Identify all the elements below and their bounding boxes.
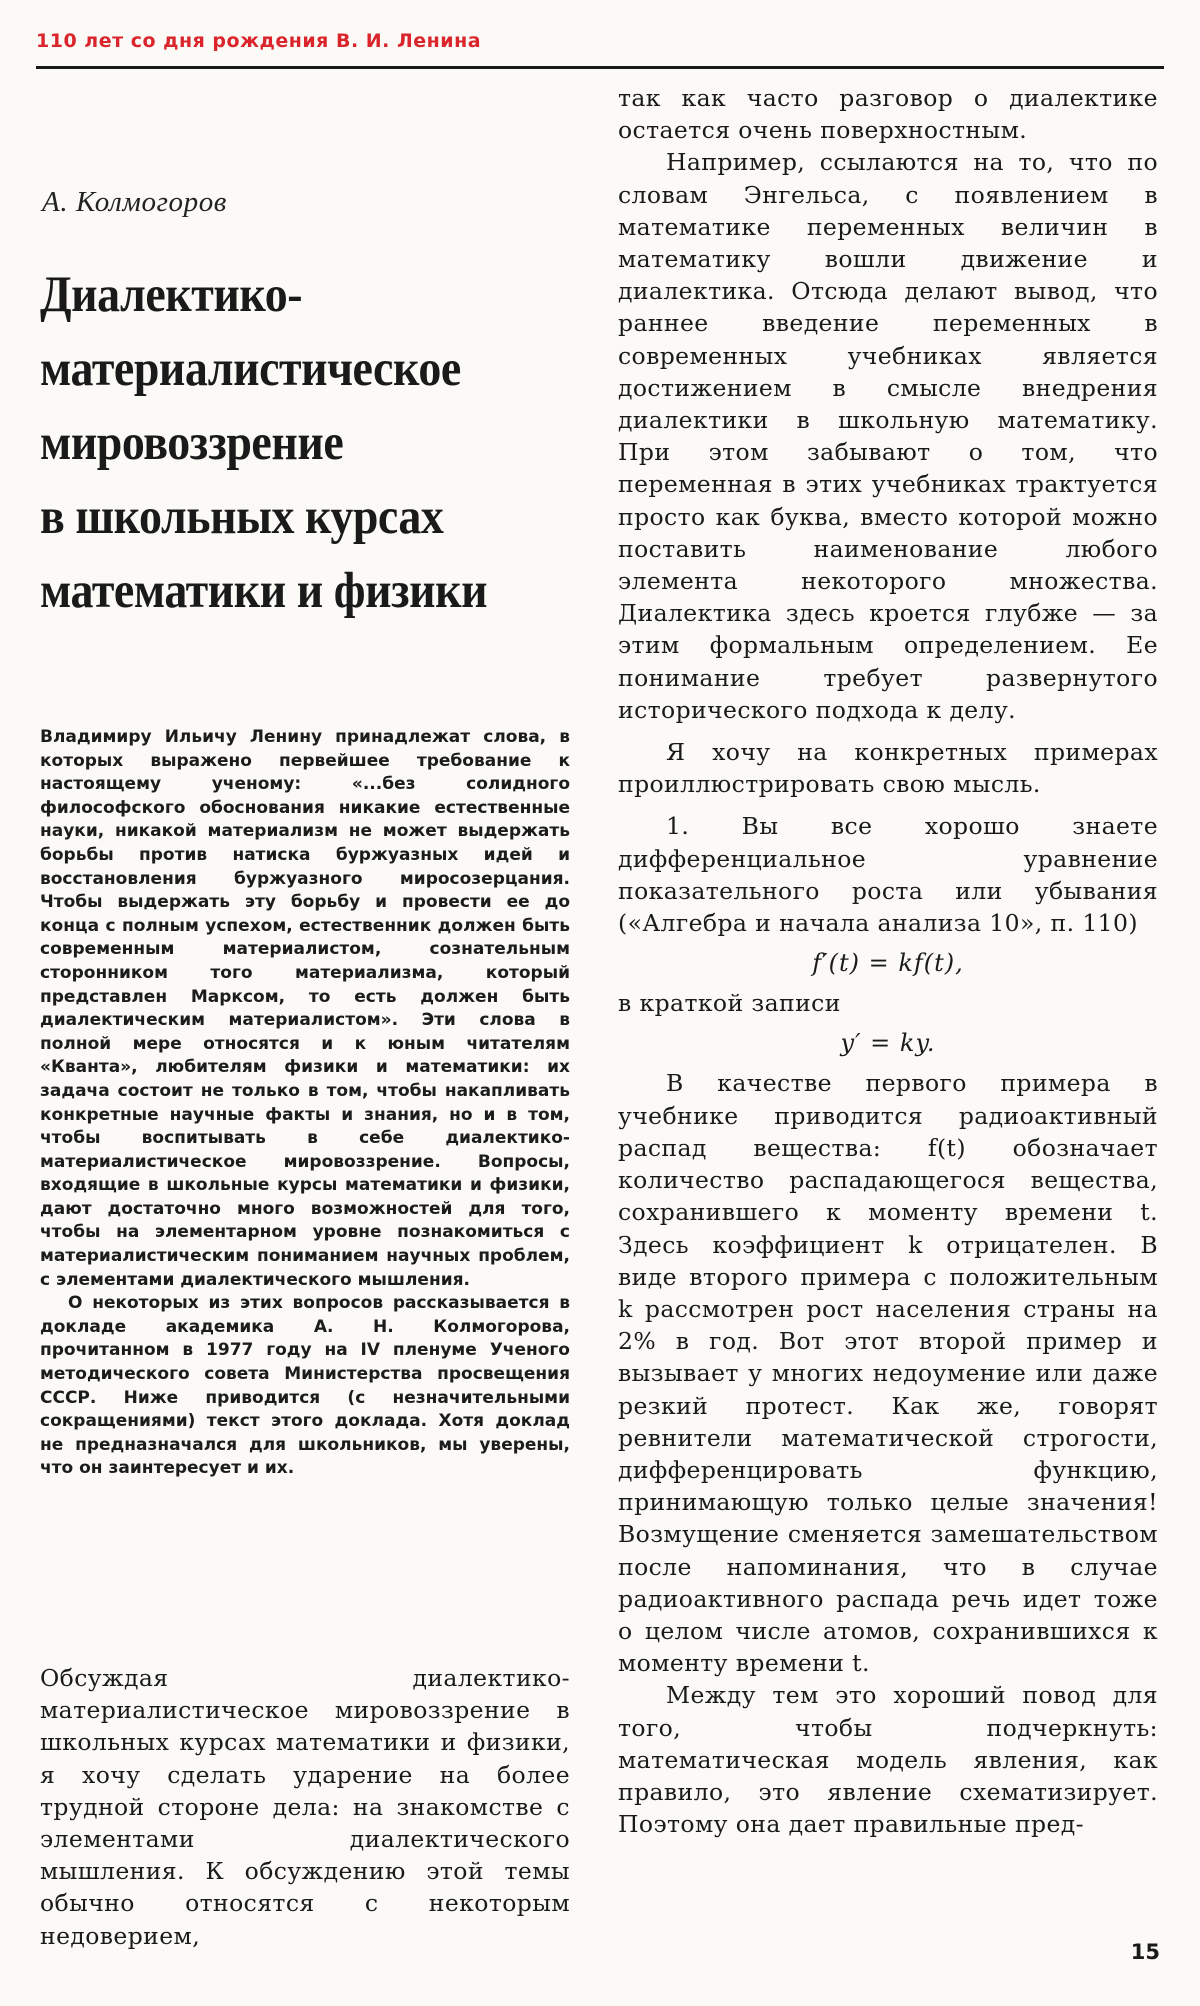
body-paragraph: так как часто разговор о диалектике остается очень поверхностным. (618, 84, 1158, 145)
article-author: А. Колмогоров (42, 186, 228, 218)
right-column (618, 82, 1158, 1962)
formula-differential-equation: f′(t) = kf(t), (812, 949, 964, 978)
page-number: 15 (1130, 1940, 1160, 1964)
body-paragraph: Например, ссылаются на то, что по словам Энгельса, с появлением в математике переменных величин в математику вошли движение и диалектика. Отсюда делают вывод, что раннее введение переменных в современных учебниках является достижением в смысле внедрения диалектики в школьную математику. При этом забывают о том, что переменная в этих учебниках трактуется просто как буква, вместо которой можно поставить наименование любого элемента некоторого множества. Диалектика здесь кроется глубже — за этим формальным определением. Ее понимание требует развернутого исторического подхода к делу. (618, 148, 1158, 724)
editorial-lead (40, 726, 570, 1481)
lead-paragraph: О некоторых из этих вопросов рассказывается в докладе академика А. Н. Колмогорова, прочитанном в 1977 году на IV пленуме Ученого методического совета Министерства просвещения СССР. Ниже приводится (с незначительными сокращениями) текст этого доклада. Хотя доклад не предназначался для школьников, мы уверены, что он заинтересует и их. (40, 1293, 570, 1479)
lead-paragraph: Владимиру Ильичу Ленину принадлежат слова, в которых выражено первейшее требование к настоящему ученому: «...без солидного философского обоснования никакие естественные науки, никакой материализм не может выдержать борьбы против натиска буржуазных идей и восстановления буржуазного миросозерцания. Чтобы выдержать эту борьбу и провести ее до конца с полным успехом, естественник должен быть современным материалистом, сознательным сторонником того материализма, который представлен Марксом, то есть должен быть диалектическим материалистом». Эти слова в полной мере относятся и к юным читателям «Кванта», любителям физики и математики: их задача состоит не только в том, чтобы накапливать конкретные научные факты и знания, но и в том, чтобы воспитывать в себе диалектико-материалистическое мировоззрение. Вопросы, входящие в школьные курсы математики и физики, дают достаточно много возможностей для того, чтобы на элементарном уровне познакомиться с материалистическим пониманием научных проблем, с элементами диалектического мышления. (40, 727, 570, 1290)
article-title (40, 258, 517, 628)
header-rule (36, 66, 1164, 69)
formula-short-form: y′ = ky. (840, 1029, 936, 1058)
title-line: Диалектико- (40, 267, 303, 323)
body-paragraph: Обсуждая диалектико-материалистическое мировоззрение в школьных курсах математики и физики, я хочу сделать ударение на более трудной стороне дела: на знакомстве с элементами диалектического мышления. К обсуждению этой темы обычно относятся с некоторым недоверием, (40, 1664, 570, 1950)
body-text-left (40, 1662, 570, 1952)
body-paragraph: 1. Вы все хорошо знаете дифференциальное уравнение показательного роста или убывания («Алгебра и начала анализа 10», п. 110) (618, 812, 1158, 938)
title-line: мировоззрение (40, 415, 344, 471)
title-line: математики и физики (40, 563, 488, 619)
title-line: материалистическое (40, 341, 461, 397)
left-column (40, 78, 570, 1958)
body-paragraph: Я хочу на конкретных примерах проиллюстрировать свою мысль. (618, 738, 1158, 799)
body-paragraph: В качестве первого примера в учебнике приводится радиоактивный распад вещества: f(t) обозначает количество распадающегося вещества, сохранившего к моменту времени t. Здесь коэффициент k отрицателен. В виде второго примера с положительным k рассмотрен рост населения страны на 2% в год. Вот этот второй пример и вызывает у многих недоумение или даже резкий протест. Как же, говорят ревнители математической строгости, дифференцировать функцию, принимающую только целые значения! Возмущение сменяется замешательством после напоминания, что в случае радиоактивного распада речь идет тоже о целом числе атомов, сохранившихся к моменту времени t. (618, 1069, 1158, 1678)
body-paragraph: в краткой записи (618, 989, 841, 1018)
title-line: в школьных курсах (40, 489, 444, 545)
running-header: 110 лет со дня рождения В. И. Ленина (36, 30, 482, 52)
body-paragraph: Между тем это хороший повод для того, чтобы подчеркнуть: математическая модель явления, как правило, это явление схематизирует. Поэтому она дает правильные пред- (618, 1681, 1158, 1839)
